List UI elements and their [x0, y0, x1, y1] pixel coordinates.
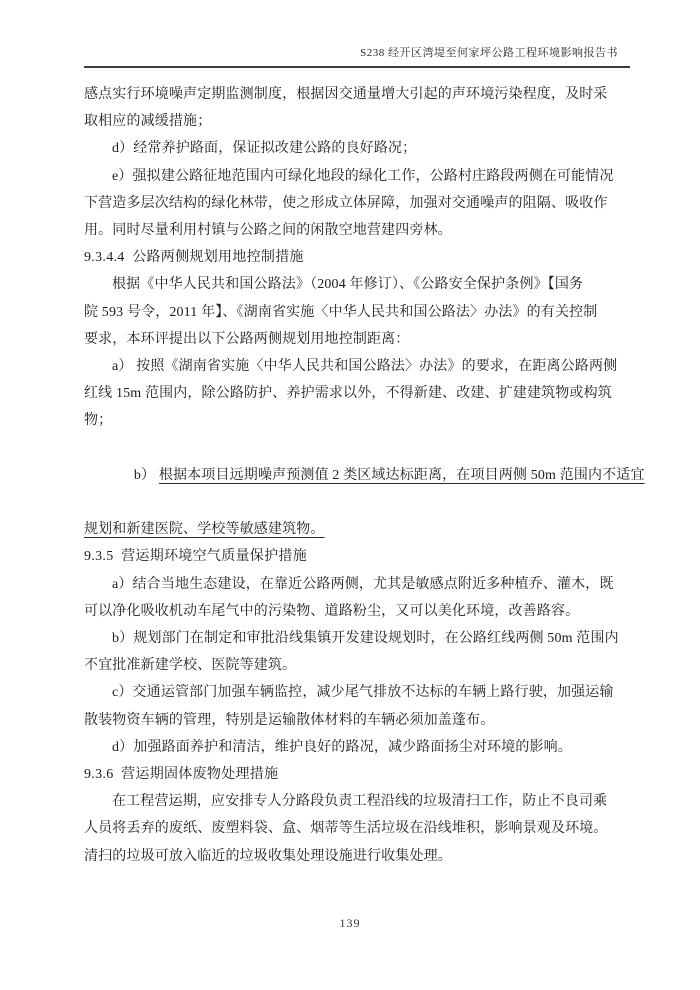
text-line: d）经常养护路面，保证拟改建公路的良好路况； — [112, 141, 417, 157]
text-line: 红线 15m 范围内，除公路防护、养护需求以外，不得新建、改建、扩建建筑物或构筑 — [84, 386, 612, 402]
text-line: 散装物资车辆的管理，特别是运输散体材料的车辆必须加盖蓬布。 — [84, 712, 495, 728]
text-line: d）加强路面养护和清洁，维护良好的路况，减少路面扬尘对环境的影响。 — [112, 739, 572, 755]
text-line: a）结合当地生态建设，在靠近公路两侧，尤其是敏感点附近多种植乔、灌木，既 — [112, 576, 614, 592]
text-line: 根据《中华人民共和国公路法》（2004 年修订）、《公路安全保护条例》【国务 — [112, 277, 584, 293]
section-heading: 9.3.5 营运期环境空气质量保护措施 — [84, 549, 307, 565]
text-line: 感点实行环境噪声定期监测制度，根据因交通量增大引起的声环境污染程度，及时采 — [84, 87, 608, 102]
text-line: e）强拟建公路征地范围内可绿化地段的绿化工作，公路村庄路段两侧在可能情况 — [112, 168, 614, 184]
underlined-text: 根据本项目远期噪声预测值 2 类区域达标距离，在项目两侧 50m 范围内不适宜 — [158, 467, 645, 483]
text-line: 不宜批准新建学校、医院等建筑。 — [84, 658, 297, 674]
text-line: 取相应的减缓措施； — [84, 114, 212, 130]
section-heading: 9.3.4.4 公路两侧规划用地控制措施 — [84, 250, 304, 266]
page-header-title: S238 经开区湾堤至何家坪公路工程环境影响报告书 — [360, 47, 618, 59]
text-line: 人员将丢弃的废纸、废塑料袋、盒、烟蒂等生活垃圾在沿线堆积，影响景观及环境。 — [84, 821, 608, 837]
text-line: a） 按照《湖南省实施〈中华人民共和国公路法〉办法》的要求，在距离公路两侧 — [112, 359, 618, 375]
list-item-marker: b） — [133, 467, 159, 483]
text-line — [84, 435, 645, 517]
document-body — [84, 81, 645, 870]
page-footer — [0, 916, 700, 931]
text-line: b）规划部门在制定和审批沿线集镇开发建设规划时，在公路红线两侧 50m 范围内 — [112, 631, 619, 647]
header-rule — [84, 66, 630, 68]
text-line: 在工程营运期，应安排专人分路段负责工程沿线的垃圾清扫工作，防止不良司乘 — [112, 794, 608, 810]
text-line: 清扫的垃圾可放入临近的垃圾收集处理设施进行收集处理。 — [84, 848, 452, 864]
text-line: 下营造多层次结构的绿化林带，使之形成立体屏障，加强对交通噪声的阻隔、吸收作 — [84, 195, 608, 211]
underlined-text: 规划和新建医院、学校等敏感建筑物。 — [84, 522, 325, 538]
page-header — [84, 46, 630, 68]
page-number: 139 — [339, 916, 361, 930]
text-line: 要求，本环评提出以下公路两侧规划用地控制距离： — [84, 331, 410, 347]
text-line: 院 593 号令，2011 年】、《湖南省实施〈中华人民共和国公路法〉办法》的有关控制 — [84, 304, 598, 320]
text-line: 物； — [84, 413, 113, 429]
text-line: 可以净化吸收机动车尾气中的污染物、道路粉尘，又可以美化环境，改善路容。 — [84, 603, 580, 619]
text-line: c）交通运管部门加强车辆监控，减少尾气排放不达标的车辆上路行驶，加强运输 — [112, 685, 614, 701]
section-heading: 9.3.6 营运期固体废物处理措施 — [84, 767, 279, 783]
text-line: 用。同时尽量利用村镇与公路之间的闲散空地营建四旁林。 — [84, 223, 452, 239]
